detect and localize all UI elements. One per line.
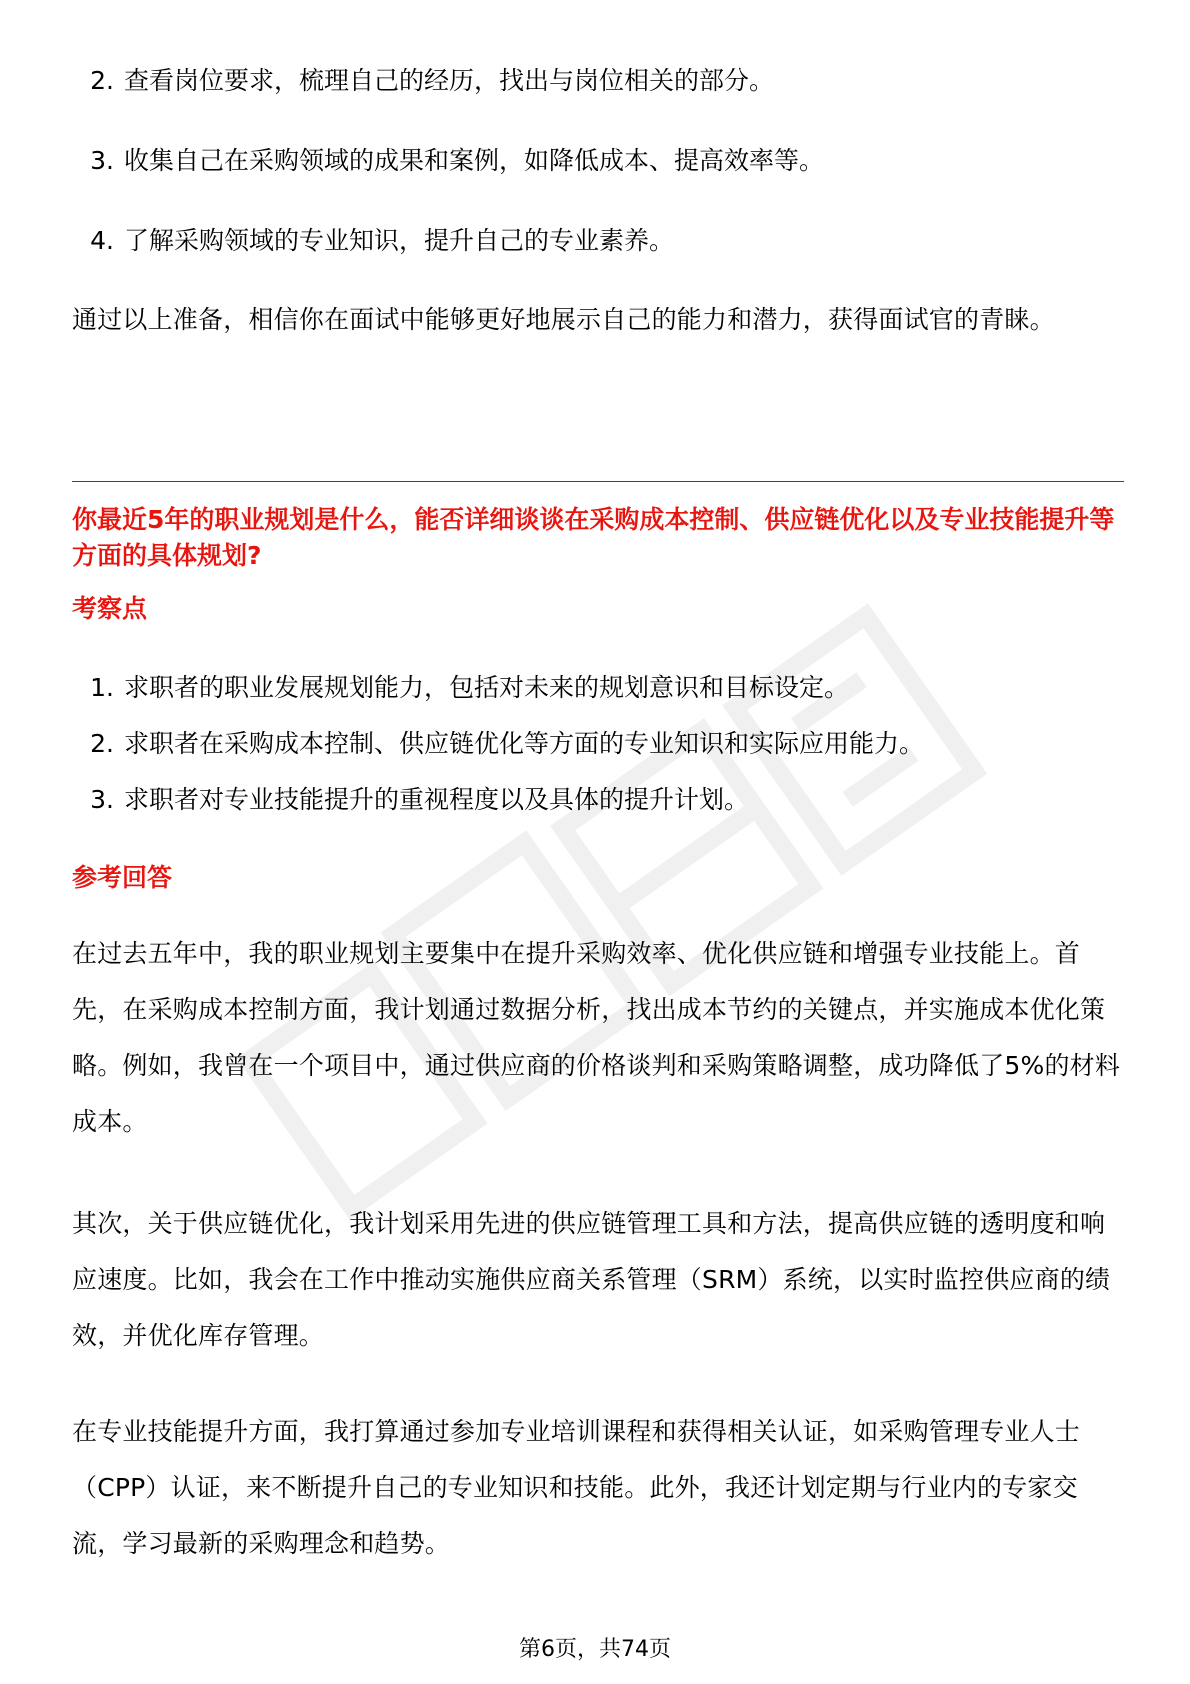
closing-paragraph: 通过以上准备，相信你在面试中能够更好地展示自己的能力和潜力，获得面试官的青睐。	[72, 305, 1055, 334]
watermark-graphic	[170, 560, 1070, 1260]
list-item-text: 了解采购领域的专业知识，提升自己的专业素养。	[124, 226, 675, 255]
list-item-number: 2.	[90, 729, 114, 758]
list-item-text: 求职者对专业技能提升的重视程度以及具体的提升计划。	[124, 785, 750, 814]
list-item-number: 2.	[90, 66, 114, 95]
focus-heading: 考察点	[72, 594, 148, 623]
list-item	[72, 226, 674, 256]
list-item-text: 收集自己在采购领域的成果和案例，如降低成本、提高效率等。	[124, 146, 825, 175]
list-item	[72, 146, 824, 176]
list-item-number: 1.	[90, 673, 114, 702]
list-item-text: 求职者的职业发展规划能力，包括对未来的规划意识和目标设定。	[124, 673, 850, 702]
list-item-number: 4.	[90, 226, 114, 255]
list-item	[72, 785, 749, 815]
answer-heading: 参考回答	[72, 863, 173, 892]
list-item	[72, 673, 849, 703]
answer-paragraph: 在专业技能提升方面，我打算通过参加专业培训课程和获得相关认证，如采购管理专业人士（CPP）认证，来不断提升自己的专业知识和技能。此外，我还计划定期与行业内的专家交流，学习最新的采购理念和趋势。	[72, 1417, 1081, 1558]
watermark	[170, 560, 1070, 1260]
list-item-text: 查看岗位要求，梳理自己的经历，找出与岗位相关的部分。	[124, 66, 775, 95]
answer-paragraph: 在过去五年中，我的职业规划主要集中在提升采购效率、优化供应链和增强专业技能上。首先，在采购成本控制方面，我计划通过数据分析，找出成本节约的关键点，并实施成本优化策略。例如，我曾在一个项目中，通过供应商的价格谈判和采购策略调整，成功降低了5%的材料成本。	[72, 939, 1121, 1136]
list-item	[72, 729, 924, 759]
section-divider	[72, 481, 1124, 482]
interview-question: 你最近5年的职业规划是什么，能否详细谈谈在采购成本控制、供应链优化以及专业技能提升等方面的具体规划?	[72, 505, 1115, 570]
list-item-text: 求职者在采购成本控制、供应链优化等方面的专业知识和实际应用能力。	[124, 729, 925, 758]
list-item	[72, 66, 774, 96]
answer-paragraph: 其次，关于供应链优化，我计划采用先进的供应链管理工具和方法，提高供应链的透明度和响应速度。比如，我会在工作中推动实施供应商关系管理（SRM）系统，以实时监控供应商的绩效，并优化库存管理。	[72, 1209, 1111, 1350]
list-item-number: 3.	[90, 785, 114, 814]
page-number: 第6页，共74页	[519, 1637, 671, 1662]
list-item-number: 3.	[90, 146, 114, 175]
